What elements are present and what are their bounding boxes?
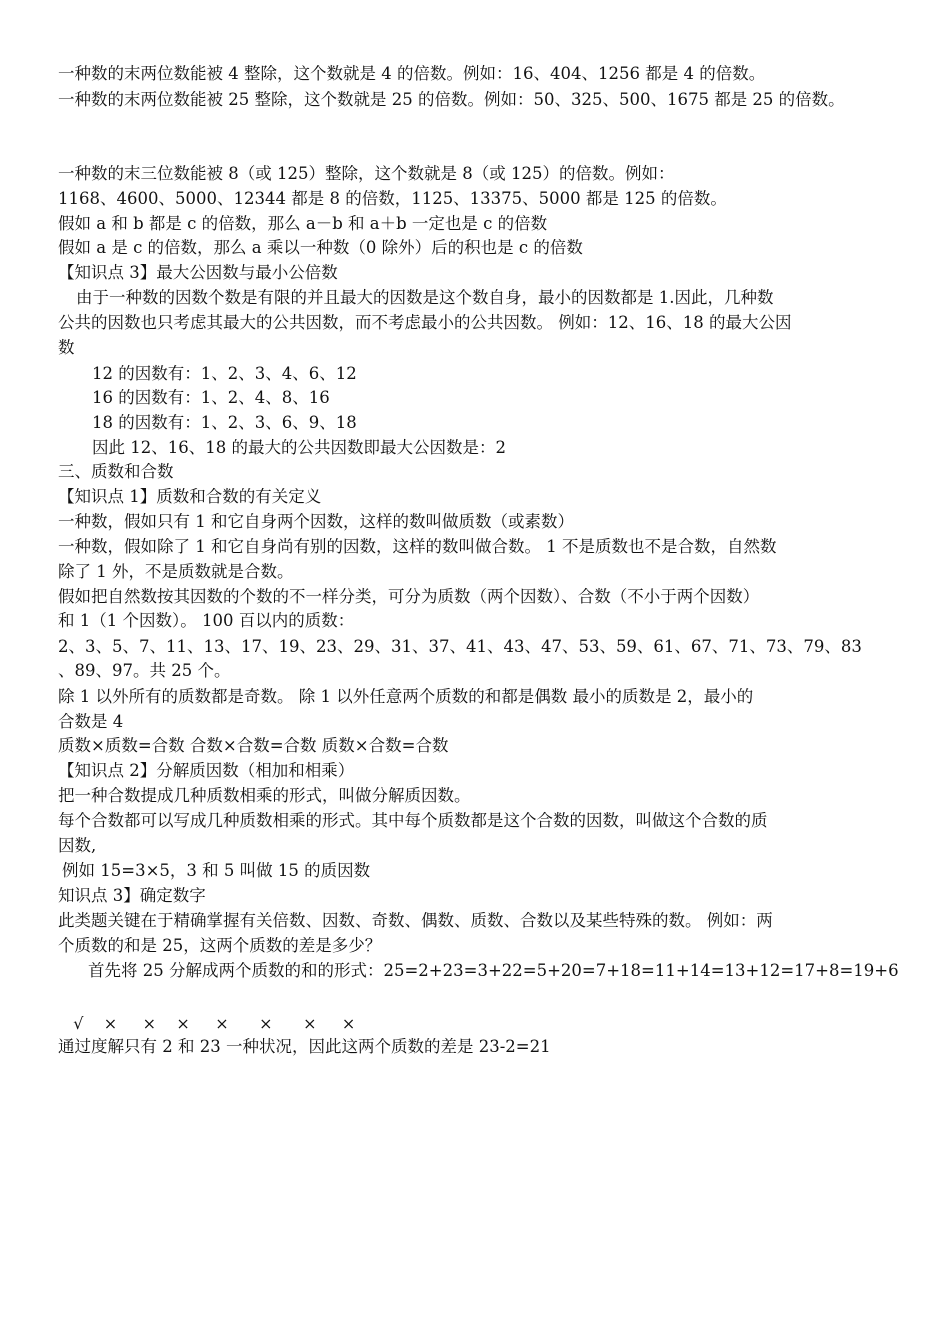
section-heading: 知识点 3】确定数字 xyxy=(58,886,206,905)
text-line: 一种数的末两位数能被 25 整除，这个数就是 25 的倍数。例如：50、325、500、1675 都是 25 的倍数。 xyxy=(58,90,845,109)
text-line: 1168、4600、5000、12344 都是 8 的倍数，1125、13375、5000 都是 125 的倍数。 xyxy=(58,189,727,208)
section-heading: 【知识点 2】分解质因数（相加和相乘） xyxy=(58,761,355,780)
section-heading: 【知识点 3】最大公因数与最小公倍数 xyxy=(58,263,338,282)
text-line: 假如 a 和 b 都是 c 的倍数，那么 a－b 和 a＋b 一定也是 c 的倍数 xyxy=(58,214,548,233)
text-line: 个质数的和是 25，这两个质数的差是多少？ xyxy=(58,936,382,955)
text-line: 把一种合数提成几种质数相乘的形式，叫做分解质因数。 xyxy=(58,786,471,805)
text-line: 一种数的末两位数能被 4 整除，这个数就是 4 的倍数。例如：16、404、1256 都是 4 的倍数。 xyxy=(58,64,766,83)
text-line: 每个合数都可以写成几种质数相乘的形式。其中每个质数都是这个合数的因数，叫做这个合数的质 xyxy=(58,811,768,830)
text-line: 除 1 以外所有的质数都是奇数。 除 1 以外任意两个质数的和都是偶数 最小的质数是 2，最小的 xyxy=(58,687,754,706)
text-line: 除了 1 外，不是质数就是合数。 xyxy=(58,562,294,581)
text-line: 首先将 25 分解成两个质数的和的形式：25=2+23=3+22=5+20=7+18=11+14=13+12=17+8=19+6 xyxy=(88,961,899,980)
text-line: 由于一种数的因数个数是有限的并且最大的因数是这个数自身，最小的因数都是 1.因此，几种数 xyxy=(76,288,774,307)
text-line: 因此 12、16、18 的最大的公共因数即最大公因数是：2 xyxy=(92,438,506,457)
text-line: 质数×质数=合数 合数×合数=合数 质数×合数=合数 xyxy=(58,736,449,755)
text-line: 2、3、5、7、11、13、17、19、23、29、31、37、41、43、47、53、59、61、67、71、73、79、83 xyxy=(58,637,862,656)
check-marks-row: √ × × × × × × × xyxy=(58,1014,356,1033)
section-heading: 三、质数和合数 xyxy=(58,462,174,481)
text-line: 一种数，假如除了 1 和它自身尚有别的因数，这样的数叫做合数。 1 不是质数也不是合数，自然数 xyxy=(58,537,777,556)
text-line: 、89、97。共 25 个。 xyxy=(58,661,231,680)
text-line: 因数, xyxy=(58,836,97,855)
text-line: 例如 15=3×5，3 和 5 叫做 15 的质因数 xyxy=(62,861,371,880)
text-line: 公共的因数也只考虑其最大的公共因数，而不考虑最小的公共因数。 例如：12、16、18 的最大公因 xyxy=(58,313,792,332)
text-line: 假如 a 是 c 的倍数，那么 a 乘以一种数（0 除外）后的积也是 c 的倍数 xyxy=(58,238,583,257)
text-line: 12 的因数有：1、2、3、4、6、12 xyxy=(92,364,357,383)
text-line: 16 的因数有：1、2、4、8、16 xyxy=(92,388,330,407)
text-line: 一种数，假如只有 1 和它自身两个因数，这样的数叫做质数（或素数） xyxy=(58,512,574,531)
text-line: 数 xyxy=(58,338,75,357)
section-heading: 【知识点 1】质数和合数的有关定义 xyxy=(58,487,322,506)
text-line: 和 1（1 个因数）。 100 百以内的质数： xyxy=(58,611,355,630)
text-line: 18 的因数有：1、2、3、6、9、18 xyxy=(92,413,357,432)
text-line: 此类题关键在于精确掌握有关倍数、因数、奇数、偶数、质数、合数以及某些特殊的数。 例如：两 xyxy=(58,911,773,930)
text-line: 通过度解只有 2 和 23 一种状况，因此这两个质数的差是 23-2=21 xyxy=(58,1037,551,1056)
text-line: 合数是 4 xyxy=(58,712,124,731)
text-line: 假如把自然数按其因数的个数的不一样分类，可分为质数（两个因数）、合数（不小于两个因数） xyxy=(58,587,760,606)
text-line: 一种数的末三位数能被 8（或 125）整除，这个数就是 8（或 125）的倍数。例如： xyxy=(58,164,675,183)
